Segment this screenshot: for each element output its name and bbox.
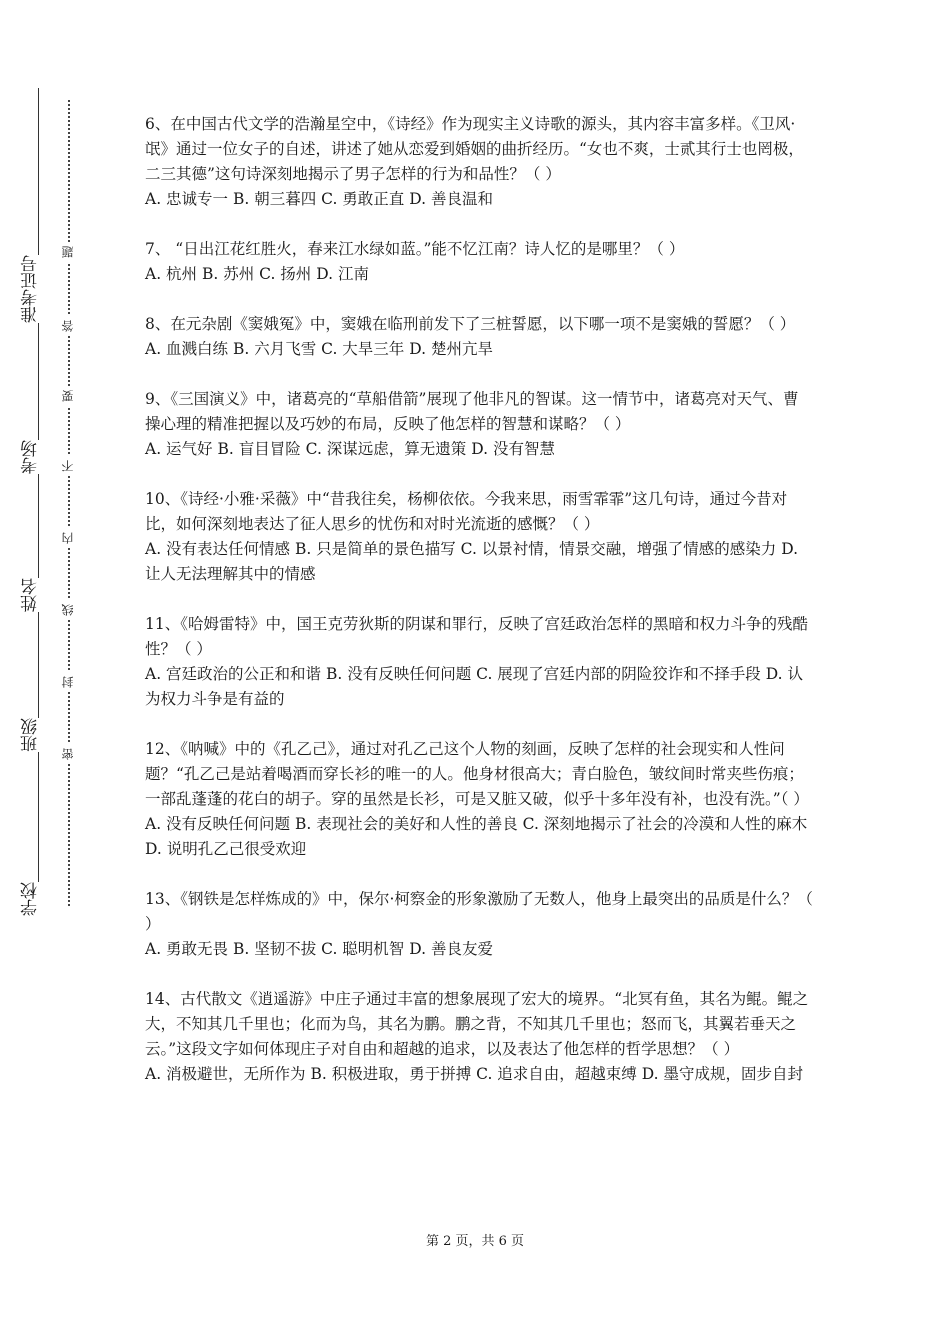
binding-solid-line	[38, 88, 39, 908]
question-stem: 12、《呐喊》中的《孔乙己》，通过对孔乙己这个人物的刻画，反映了怎样的社会现实和人性问题？“孔乙己是站着喝酒而穿长衫的唯一的人。他身材很高大；青白脸色，皱纹间时常夹些伤痕；一部乱蓬蓬的花白的胡子。穿的虽然是长衫，可是又脏又破，似乎十多年没有补，也没有洗。”（ ）	[145, 740, 809, 808]
seal-char: 要	[58, 386, 78, 406]
question-stem: 8、在元杂剧《窦娥冤》中，窦娥在临刑前发下了三桩誓愿，以下哪一项不是窦娥的誓愿？（ ）	[145, 315, 796, 333]
question-stem: 6、在中国古代文学的浩瀚星空中，《诗经》作为现实主义诗歌的源头，其内容丰富多样。《卫风·氓》通过一位女子的自述，讲述了她从恋爱到婚姻的曲折经历。“女也不爽，士贰其行士也罔极，二三其德”这句诗深刻地揭示了男子怎样的行为和品性？（ ）	[145, 115, 804, 183]
seal-char: 题	[58, 242, 78, 262]
question-stem: 9、《三国演义》中，诸葛亮的“草船借箭”展现了他非凡的智谋。这一情节中，诸葛亮对天气、曹操心理的精准把握以及巧妙的布局，反映了他怎样的智慧和谋略？（ ）	[145, 390, 799, 433]
question-11	[145, 612, 813, 712]
question-options: A. 消极避世，无所作为 B. 积极进取，勇于拼搏 C. 追求自由，超越束缚 D. 墨守成规，固步自封	[145, 1065, 803, 1083]
question-12	[145, 737, 813, 862]
seal-char: 线	[58, 600, 78, 620]
question-options: A. 勇敢无畏 B. 坚韧不拔 C. 聪明机智 D. 善良友爱	[145, 940, 493, 958]
binding-margin	[0, 0, 110, 1344]
question-stem: 13、《钢铁是怎样炼成的》中，保尔·柯察金的形象激励了无数人，他身上最突出的品质是什么？（ ）	[145, 890, 813, 933]
question-stem: 11、《哈姆雷特》中，国王克劳狄斯的阴谋和罪行，反映了宫廷政治怎样的黑暗和权力斗争的残酷性？（ ）	[145, 615, 808, 658]
question-13	[145, 887, 813, 962]
field-exam-number: 准考证号	[18, 255, 44, 323]
question-options: A. 杭州 B. 苏州 C. 扬州 D. 江南	[145, 265, 369, 283]
seal-char: 内	[58, 528, 78, 548]
question-6	[145, 112, 813, 212]
question-options: A. 宫廷政治的公正和和谐 B. 没有反映任何问题 C. 展现了宫廷内部的阴险狡诈和不择手段 D. 认为权力斗争是有益的	[145, 665, 803, 708]
seal-char: 密	[58, 744, 78, 764]
field-name: 姓名	[18, 578, 44, 612]
question-options: A. 运气好 B. 盲目冒险 C. 深谋远虑，算无遗策 D. 没有智慧	[145, 440, 555, 458]
field-school: 学校	[18, 882, 44, 916]
seal-char: 答	[58, 316, 78, 336]
seal-char: 封	[58, 672, 78, 692]
question-10	[145, 487, 813, 587]
question-options: A. 没有反映任何问题 B. 表现社会的美好和人性的善良 C. 深刻地揭示了社会的冷漠和人性的麻木 D. 说明孔乙己很受欢迎	[145, 815, 808, 858]
question-9	[145, 387, 813, 462]
question-7	[145, 237, 813, 287]
question-stem: 10、《诗经·小雅·采薇》中“昔我往矣，杨柳依依。今我来思，雨雪霏霏”这几句诗，通过今昔对比，如何深刻地表达了征人思乡的忧伤和对时光流逝的感慨？（ ）	[145, 490, 788, 533]
seal-dotted-line	[68, 100, 70, 906]
question-8	[145, 312, 813, 362]
question-list	[145, 112, 813, 1112]
field-class: 班级	[18, 718, 44, 752]
question-stem: 7、 “日出江花红胜火，春来江水绿如蓝。”能不忆江南？诗人忆的是哪里？（ ）	[145, 240, 685, 258]
question-stem: 14、古代散文《逍遥游》中庄子通过丰富的想象展现了宏大的境界。“北冥有鱼，其名为鲲。鲲之大，不知其几千里也；化而为鸟，其名为鹏。鹏之背，不知其几千里也；怒而飞，其翼若垂天之云。”这段文字如何体现庄子对自由和超越的追求，以及表达了他怎样的哲学思想？（ ）	[145, 990, 809, 1058]
field-exam-room: 考场	[18, 440, 44, 474]
question-options: A. 没有表达任何情感 B. 只是简单的景色描写 C. 以景衬情，情景交融，增强了情感的感染力 D. 让人无法理解其中的情感	[145, 540, 799, 583]
question-options: A. 血溅白练 B. 六月飞雪 C. 大旱三年 D. 楚州亢旱	[145, 340, 493, 358]
seal-char: 不	[58, 456, 78, 476]
question-options: A. 忠诚专一 B. 朝三暮四 C. 勇敢正直 D. 善良温和	[145, 190, 493, 208]
page-number: 第 2 页，共 6 页	[425, 1234, 525, 1249]
question-14	[145, 987, 813, 1087]
